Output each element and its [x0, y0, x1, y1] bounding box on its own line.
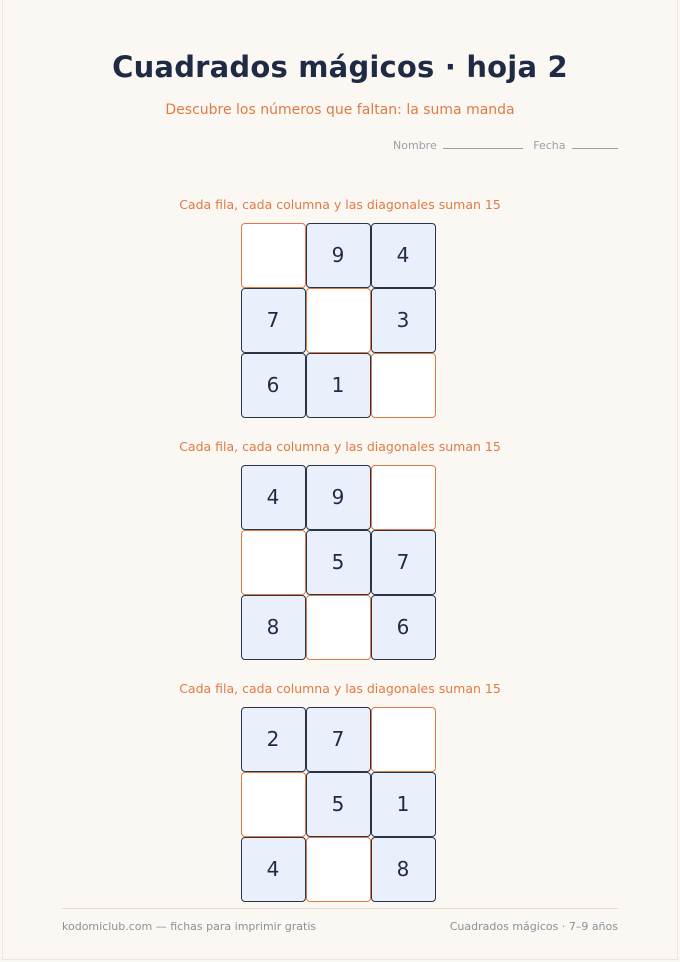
given-cell: 1 — [371, 772, 436, 837]
empty-cell[interactable] — [371, 465, 436, 530]
given-cell: 3 — [371, 288, 436, 353]
given-cell: 9 — [306, 223, 371, 288]
empty-cell[interactable] — [371, 353, 436, 418]
date-label: Fecha — [533, 139, 566, 152]
page-title: Cuadrados mágicos · hoja 2 — [112, 50, 568, 84]
given-cell: 2 — [241, 707, 306, 772]
given-cell: 1 — [306, 353, 371, 418]
name-date-fields — [393, 139, 618, 152]
given-cell: 8 — [371, 837, 436, 902]
footer-divider — [62, 908, 618, 909]
given-cell: 5 — [306, 772, 371, 837]
puzzle-2-grid — [241, 465, 436, 660]
puzzle-1-grid — [241, 223, 436, 418]
given-cell: 7 — [371, 530, 436, 595]
given-cell: 4 — [241, 837, 306, 902]
name-line — [443, 148, 523, 149]
name-label: Nombre — [393, 139, 437, 152]
empty-cell[interactable] — [241, 530, 306, 595]
date-line — [572, 148, 618, 149]
puzzle-2-caption: Cada fila, cada columna y las diagonales suman 15 — [179, 439, 501, 454]
given-cell: 6 — [371, 595, 436, 660]
footer-sheet-info: Cuadrados mágicos · 7–9 años — [449, 920, 618, 933]
empty-cell[interactable] — [241, 223, 306, 288]
puzzle-3-grid — [241, 707, 436, 902]
given-cell: 6 — [241, 353, 306, 418]
footer-site: kodomiclub.com — fichas para imprimir gratis — [62, 920, 317, 933]
given-cell: 7 — [241, 288, 306, 353]
empty-cell[interactable] — [306, 288, 371, 353]
empty-cell[interactable] — [306, 595, 371, 660]
puzzle-3-caption: Cada fila, cada columna y las diagonales suman 15 — [179, 681, 501, 696]
given-cell: 7 — [306, 707, 371, 772]
given-cell: 8 — [241, 595, 306, 660]
empty-cell[interactable] — [241, 772, 306, 837]
date-field[interactable] — [533, 139, 618, 152]
given-cell: 4 — [241, 465, 306, 530]
given-cell: 4 — [371, 223, 436, 288]
given-cell: 5 — [306, 530, 371, 595]
page-subtitle: Descubre los números que faltan: la suma manda — [165, 102, 515, 118]
name-field[interactable] — [393, 139, 523, 152]
given-cell: 9 — [306, 465, 371, 530]
empty-cell[interactable] — [306, 837, 371, 902]
empty-cell[interactable] — [371, 707, 436, 772]
puzzle-1-caption: Cada fila, cada columna y las diagonales suman 15 — [179, 197, 501, 212]
